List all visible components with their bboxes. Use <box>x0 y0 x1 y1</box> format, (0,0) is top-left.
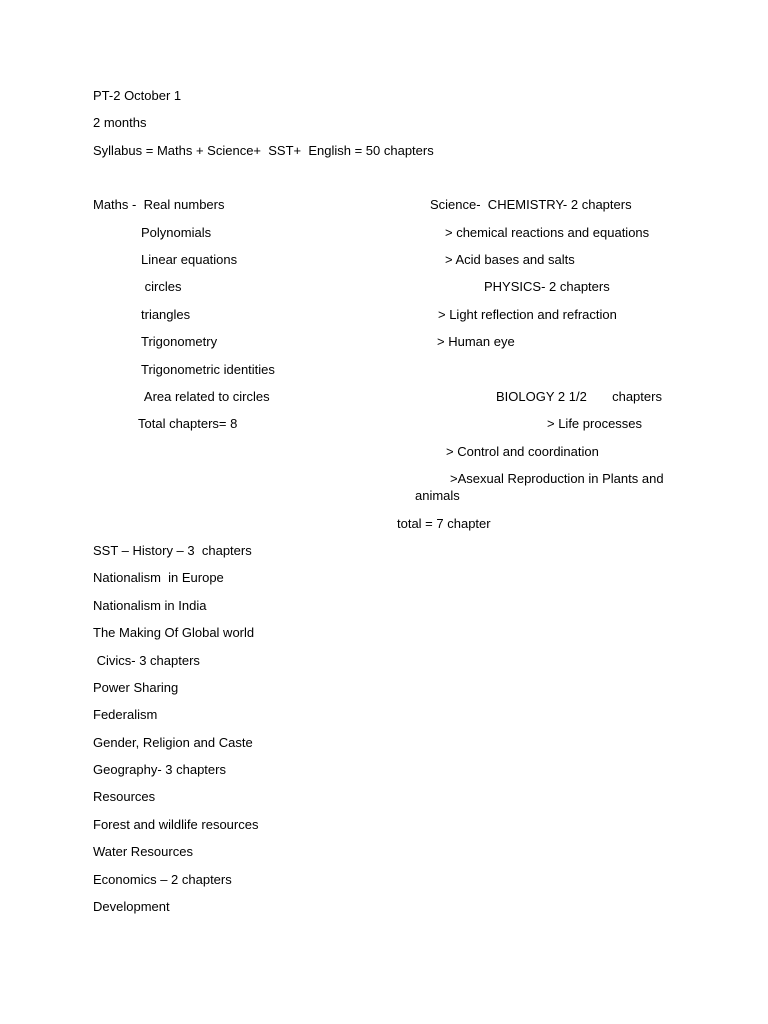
maths-item: circles <box>141 279 182 294</box>
science-title: Science- CHEMISTRY- 2 chapters <box>430 197 632 212</box>
history-item: The Making Of Global world <box>93 625 255 640</box>
civics-item: Federalism <box>93 707 158 722</box>
economics-item: Development <box>93 899 170 914</box>
maths-total: Total chapters= 8 <box>138 416 238 431</box>
geography-title: Geography- 3 chapters <box>93 762 226 777</box>
chemistry-item: > Acid bases and salts <box>445 252 575 267</box>
history-item: Nationalism in India <box>93 598 207 613</box>
biology-item: > Control and coordination <box>446 444 599 459</box>
physics-item: > Human eye <box>437 334 515 349</box>
sst-history-title: SST – History – 3 chapters <box>93 543 252 558</box>
history-item: Nationalism in Europe <box>93 570 224 585</box>
geography-item: Resources <box>93 789 156 804</box>
biology-item-continued: animals <box>415 488 460 503</box>
maths-item: Trigonometry <box>141 334 218 349</box>
science-total: total = 7 chapter <box>397 516 491 531</box>
maths-item: Linear equations <box>141 252 238 267</box>
civics-item: Gender, Religion and Caste <box>93 735 253 750</box>
maths-item: Polynomials <box>141 225 212 240</box>
physics-item: > Light reflection and refraction <box>438 307 617 322</box>
biology-title: BIOLOGY 2 1/2 chapters <box>496 389 662 404</box>
header-line-1: PT-2 October 1 <box>93 88 182 103</box>
biology-item: >Asexual Reproduction in Plants and <box>450 471 664 486</box>
geography-item: Water Resources <box>93 844 193 859</box>
biology-item: > Life processes <box>547 416 643 431</box>
geography-item: Forest and wildlife resources <box>93 817 259 832</box>
economics-title: Economics – 2 chapters <box>93 872 232 887</box>
chemistry-item: > chemical reactions and equations <box>445 225 650 240</box>
maths-item: triangles <box>141 307 191 322</box>
civics-item: Power Sharing <box>93 680 179 695</box>
maths-item: Area related to circles <box>141 389 270 404</box>
maths-title: Maths - Real numbers <box>93 197 225 212</box>
physics-title: PHYSICS- 2 chapters <box>484 279 610 294</box>
header-line-3: Syllabus = Maths + Science+ SST+ English = 50 chapters <box>93 143 434 158</box>
civics-title: Civics- 3 chapters <box>93 653 200 668</box>
header-line-2: 2 months <box>93 115 147 130</box>
maths-item: Trigonometric identities <box>141 362 275 377</box>
